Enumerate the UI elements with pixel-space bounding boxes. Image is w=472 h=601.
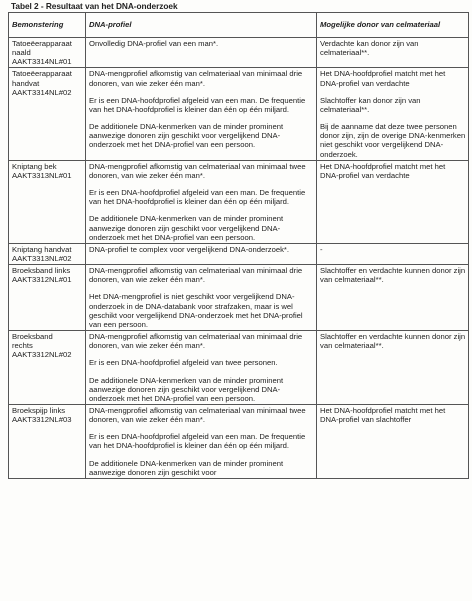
profile-cell [86,68,317,160]
sample-line: Broeksband [12,332,53,342]
sample-line: Tatoeëerapparaat [12,39,72,48]
donor-cell [317,243,469,264]
table-row [9,68,469,160]
sample-line: rechts [12,341,33,351]
table-row [9,243,469,264]
sample-line: naald [12,48,31,58]
sample-line: Broekspijp links [12,406,66,415]
column-header-bemonstering: Bemonstering [9,13,86,38]
sample-cell [9,68,86,160]
profile-paragraph: Het DNA-mengprofiel is niet geschikt voor vergelijkend DNA-onderzoek in de DNA-databank voor strafzaken, maar is wel geschikt voor vergelijkend DNA-onderzoek met het DNA-profiel van een persoon. [89,292,303,329]
profile-paragraph: Onvolledig DNA-profiel van een man*. [89,39,219,48]
sample-cell [9,265,86,331]
profile-paragraph: De additionele DNA-kenmerken van de minder prominent aanwezige donoren zijn geschikt voor vergelijkend DNA-onderzoek met het DNA-profiel van een persoon. [89,214,284,242]
sample-line: AAKT3314NL#01 [12,57,72,67]
profile-cell [86,243,317,264]
column-header-donor: Mogelijke donor van celmateriaal [317,13,469,38]
sample-cell [9,243,86,264]
profile-cell [86,265,317,331]
donor-paragraph: Slachtoffer en verdachte kunnen donor zijn van celmateriaal**. [320,266,466,285]
table-row [9,38,469,68]
sample-line: AAKT3312NL#01 [12,275,72,285]
donor-cell [317,38,469,68]
sample-line: AAKT3312NL#03 [12,415,72,425]
profile-paragraph: DNA-mengprofiel afkomstig van celmateriaal van minimaal drie donoren, van wie zeker één man*. [89,266,303,285]
profile-paragraph: DNA-mengprofiel afkomstig van celmateriaal van minimaal drie donoren, van wie zeker één man*. [89,69,303,88]
donor-cell [317,68,469,160]
sample-cell [9,160,86,243]
sample-cell [9,331,86,405]
sample-line: AAKT3313NL#02 [12,253,72,263]
donor-cell [317,160,469,243]
table-row [9,265,469,331]
column-header-dna-profiel: DNA-profiel [86,13,317,38]
sample-line: Tatoeëerapparaat [12,69,72,79]
profile-cell [86,160,317,243]
donor-paragraph: Slachtoffer kan donor zijn van celmateriaal**. [320,95,421,114]
profile-paragraph: Er is een DNA-hoofdprofiel afgeleid van een man. De frequentie van het DNA-hoofdprofiel is kleiner dan één op één miljard. [89,95,306,114]
profile-paragraph: Er is een DNA-hoofdprofiel afgeleid van twee personen. [89,358,278,368]
donor-cell [317,405,469,479]
profile-paragraph: De additionele DNA-kenmerken van de minder prominent aanwezige donoren zijn geschikt voor vergelijkend DNA-onderzoek met het DNA-profiel van een persoon. [89,122,284,150]
sample-line: handvat [12,78,40,88]
profile-paragraph: DNA-mengprofiel afkomstig van celmateriaal van minimaal twee donoren, van wie zeker één man*. [89,406,306,425]
profile-cell [86,38,317,68]
sample-line: Kniptang handvat [12,244,72,254]
sample-line: Kniptang bek [12,161,57,171]
profile-paragraph: De additionele DNA-kenmerken van de minder prominent aanwezige donoren zijn geschikt voor vergelijkend DNA-onderzoek met het DNA-profiel van een persoon. [89,375,284,403]
donor-paragraph: Het DNA-hoofdprofiel matcht met het DNA-profiel van verdachte [320,161,446,180]
profile-paragraph: DNA-mengprofiel afkomstig van celmateriaal van minimaal drie donoren, van wie zeker één man*. [89,332,303,351]
donor-paragraph: - [320,244,323,254]
profile-paragraph: De additionele DNA-kenmerken van de minder prominent aanwezige donoren zijn geschikt voor [89,458,284,477]
donor-cell [317,265,469,331]
donor-cell [317,331,469,405]
table-header-row [9,13,469,38]
table-caption: Tabel 2 - Resultaat van het DNA-onderzoek [11,1,178,11]
sample-line: AAKT3312NL#02 [12,350,72,360]
donor-paragraph: Het DNA-hoofdprofiel matcht met het DNA-profiel van slachtoffer [320,406,446,425]
dna-results-table [8,12,469,479]
sample-cell [9,38,86,68]
profile-paragraph: Er is een DNA-hoofdprofiel afgeleid van een man. De frequentie van het DNA-hoofdprofiel is kleiner dan één op één miljard. [89,188,306,207]
sample-line: AAKT3314NL#02 [12,87,72,97]
table-row [9,331,469,405]
profile-cell [86,331,317,405]
profile-cell [86,405,317,479]
profile-paragraph: DNA-mengprofiel afkomstig van celmateriaal van minimaal twee donoren, van wie zeker één man*. [89,161,306,180]
profile-paragraph: DNA-profiel te complex voor vergelijkend DNA-onderzoek*. [89,244,290,254]
sample-cell [9,405,86,479]
donor-paragraph: Bij de aanname dat deze twee personen donor zijn, zijn de overige DNA-kenmerken niet geschikt voor vergelijkend DNA-onderzoek. [320,122,466,159]
donor-paragraph: Verdachte kan donor zijn van celmateriaal**. [320,39,419,58]
sample-line: AAKT3313NL#01 [12,170,72,180]
donor-paragraph: Slachtoffer en verdachte kunnen donor zijn van celmateriaal**. [320,332,466,351]
profile-paragraph: Er is een DNA-hoofdprofiel afgeleid van een man. De frequentie van het DNA-hoofdprofiel is kleiner dan één op één miljard. [89,432,306,451]
table-row [9,405,469,479]
table-row [9,160,469,243]
sample-line: Broeksband links [12,266,71,276]
donor-paragraph: Het DNA-hoofdprofiel matcht met het DNA-profiel van verdachte [320,69,446,88]
